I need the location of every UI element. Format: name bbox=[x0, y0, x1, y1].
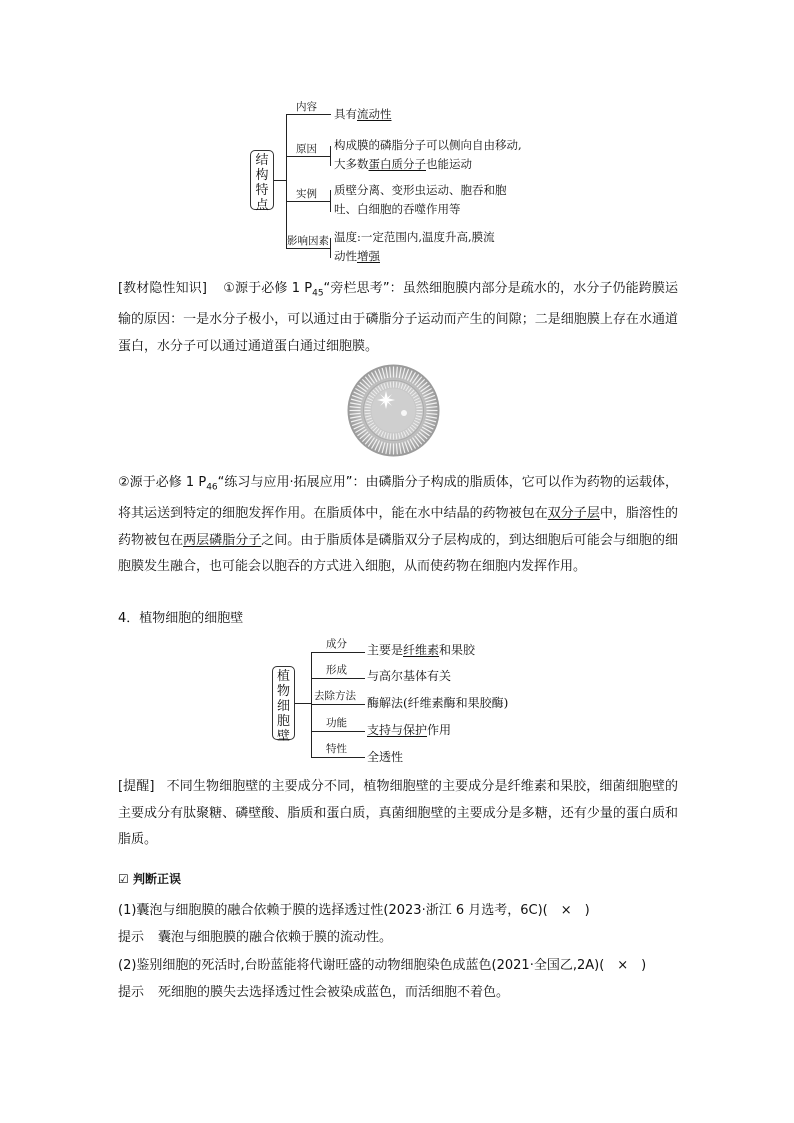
branch-label: 原因 bbox=[296, 143, 317, 155]
judge-question-1: (1)囊泡与细胞膜的融合依赖于膜的选择透过性(2023·浙江 6 月选考，6C)( × ) bbox=[118, 903, 590, 918]
hidden-knowledge-paragraph-2 bbox=[118, 470, 678, 581]
judge-title: 判断正误 bbox=[132, 872, 181, 886]
diagram-root-char: 胞 bbox=[276, 714, 290, 729]
tip-paragraph bbox=[118, 774, 678, 854]
source-ref-1: ①源于必修 1 P bbox=[223, 281, 313, 296]
source-ref-2-page: 46 bbox=[206, 482, 218, 493]
underlined-term: 支持与保护 bbox=[367, 723, 428, 737]
branch-text: 吐、白细胞的吞噬作用等 bbox=[334, 202, 461, 216]
branch-content bbox=[367, 744, 403, 770]
underlined-term: 纤维素 bbox=[403, 643, 440, 657]
diagram-root-char: 物 bbox=[276, 684, 290, 699]
branch-label: 功能 bbox=[326, 717, 347, 729]
diagram-root-char: 构 bbox=[255, 168, 269, 183]
branch-label: 形成 bbox=[326, 664, 347, 676]
diagram-root-char: 结 bbox=[255, 153, 269, 168]
source-ref-2: ②源于必修 1 P bbox=[118, 475, 207, 490]
judge-answer-1 bbox=[118, 927, 392, 949]
diagram-root-box bbox=[250, 150, 274, 213]
section-4-heading: 4．植物细胞的细胞壁 bbox=[118, 611, 244, 626]
branch-content bbox=[334, 228, 495, 266]
branch-text: 与高尔基体有关 bbox=[367, 669, 452, 683]
branch-text: 作用 bbox=[427, 723, 452, 737]
paragraph-2-text-b: 中，脂溶性的药物被包在 bbox=[118, 506, 678, 548]
tip-text: 不同生物细胞壁的主要成分不同，植物细胞壁的主要成分是纤维素和果胶，细菌细胞壁的主要成分有肽聚糖、磷壁酸、脂质和蛋白质，真菌细胞壁的主要成分是多糖，还有少量的蛋白质和脂质。 bbox=[118, 779, 678, 847]
underlined-term: 流动性 bbox=[357, 107, 392, 121]
source-ref-1-page: 45 bbox=[312, 288, 324, 299]
branch-text: 质壁分离、变形虫运动、胞吞和胞 bbox=[334, 183, 507, 197]
branch-content bbox=[334, 136, 522, 174]
branch-text: 具有 bbox=[334, 107, 357, 121]
answer-1-text: 囊泡与细胞膜的融合依赖于膜的流动性。 bbox=[158, 930, 393, 945]
underlined-term-two-layers: 两层磷脂分子 bbox=[183, 532, 262, 548]
diagram-root-char: 细 bbox=[276, 699, 290, 714]
paragraph-2-text-a: “练习与应用·拓展应用”：由磷脂分子构成的脂质体，它可以作为药物的运载体，将其运送到特定的细胞发挥作用。在脂质体中，能在水中结晶的药物被包在 bbox=[118, 475, 679, 522]
branch-text: 温度:一定范围内,温度升高,膜流 bbox=[334, 230, 495, 244]
branch-label: 成分 bbox=[326, 638, 347, 650]
tip-tag: [提醒] bbox=[118, 779, 155, 794]
branch-text: 主要是 bbox=[367, 643, 404, 657]
branch-label: 特性 bbox=[326, 743, 347, 755]
branch-content bbox=[334, 181, 507, 219]
branch-content bbox=[367, 717, 451, 743]
paragraph-2-text-c: 之间。由于脂质体是磷脂双分子层构成的，到达细胞后可能会与细胞的细胞膜发生融合，也可能会以胞吞的方式进入细胞，从而使药物在细胞内发挥作用。 bbox=[118, 532, 678, 575]
branch-content bbox=[334, 105, 392, 124]
branch-text: 构成膜的磷脂分子可以侧向自由移动, bbox=[334, 138, 522, 152]
branch-text: 大多数 bbox=[334, 157, 369, 171]
branch-content bbox=[367, 663, 451, 689]
diagram2-root-box bbox=[272, 666, 295, 744]
branch-label: 影响因素 bbox=[287, 235, 329, 247]
branch-text: 全透性 bbox=[367, 750, 404, 764]
liposome-image bbox=[346, 363, 441, 458]
judge-heading bbox=[118, 868, 181, 890]
branch-label: 实例 bbox=[296, 188, 317, 200]
branch-text: 酶解法(纤维素酶和果胶酶) bbox=[367, 696, 509, 710]
branch-label: 内容 bbox=[296, 101, 317, 113]
diagram-root-char: 特 bbox=[255, 183, 269, 198]
diagram-root-char: 点 bbox=[255, 198, 269, 213]
branch-content bbox=[367, 690, 508, 716]
branch-text: 和果胶 bbox=[439, 643, 476, 657]
hidden-knowledge-tag: [教材隐性知识] bbox=[118, 281, 207, 296]
branch-content bbox=[367, 637, 475, 663]
paragraph-1-text: “旁栏思考”：虽然细胞膜内部分是疏水的，水分子仍能跨膜运输的原因：一是水分子极小，可以通过由于磷脂分子运动而产生的间隙；二是细胞膜上存在水通道蛋白，水分子可以通过通道蛋白通过细胞膜。 bbox=[118, 281, 678, 354]
underlined-term-bilayer: 双分子层 bbox=[547, 506, 600, 522]
judge-answer-2 bbox=[118, 982, 509, 1004]
branch-text: 也能运动 bbox=[426, 157, 472, 171]
answer-2-tag: 提示 bbox=[118, 985, 145, 1000]
branch-text: 动性 bbox=[334, 249, 357, 263]
diagram-root-char: 壁 bbox=[276, 729, 290, 744]
answer-1-tag: 提示 bbox=[118, 930, 145, 945]
hidden-knowledge-paragraph-1 bbox=[118, 276, 678, 360]
underlined-term: 增强 bbox=[357, 249, 380, 263]
branch-label: 去除方法 bbox=[314, 690, 356, 702]
underlined-term: 蛋白质分子 bbox=[368, 157, 426, 171]
checkbox-icon: ☑ bbox=[118, 872, 129, 886]
answer-2-text: 死细胞的膜失去选择透过性会被染成蓝色，而活细胞不着色。 bbox=[158, 985, 510, 1000]
judge-question-2: (2)鉴别细胞的死活时,台盼蓝能将代谢旺盛的动物细胞染色成蓝色(2021·全国乙,2A)( × ) bbox=[118, 958, 647, 973]
diagram-root-char: 植 bbox=[276, 669, 290, 684]
